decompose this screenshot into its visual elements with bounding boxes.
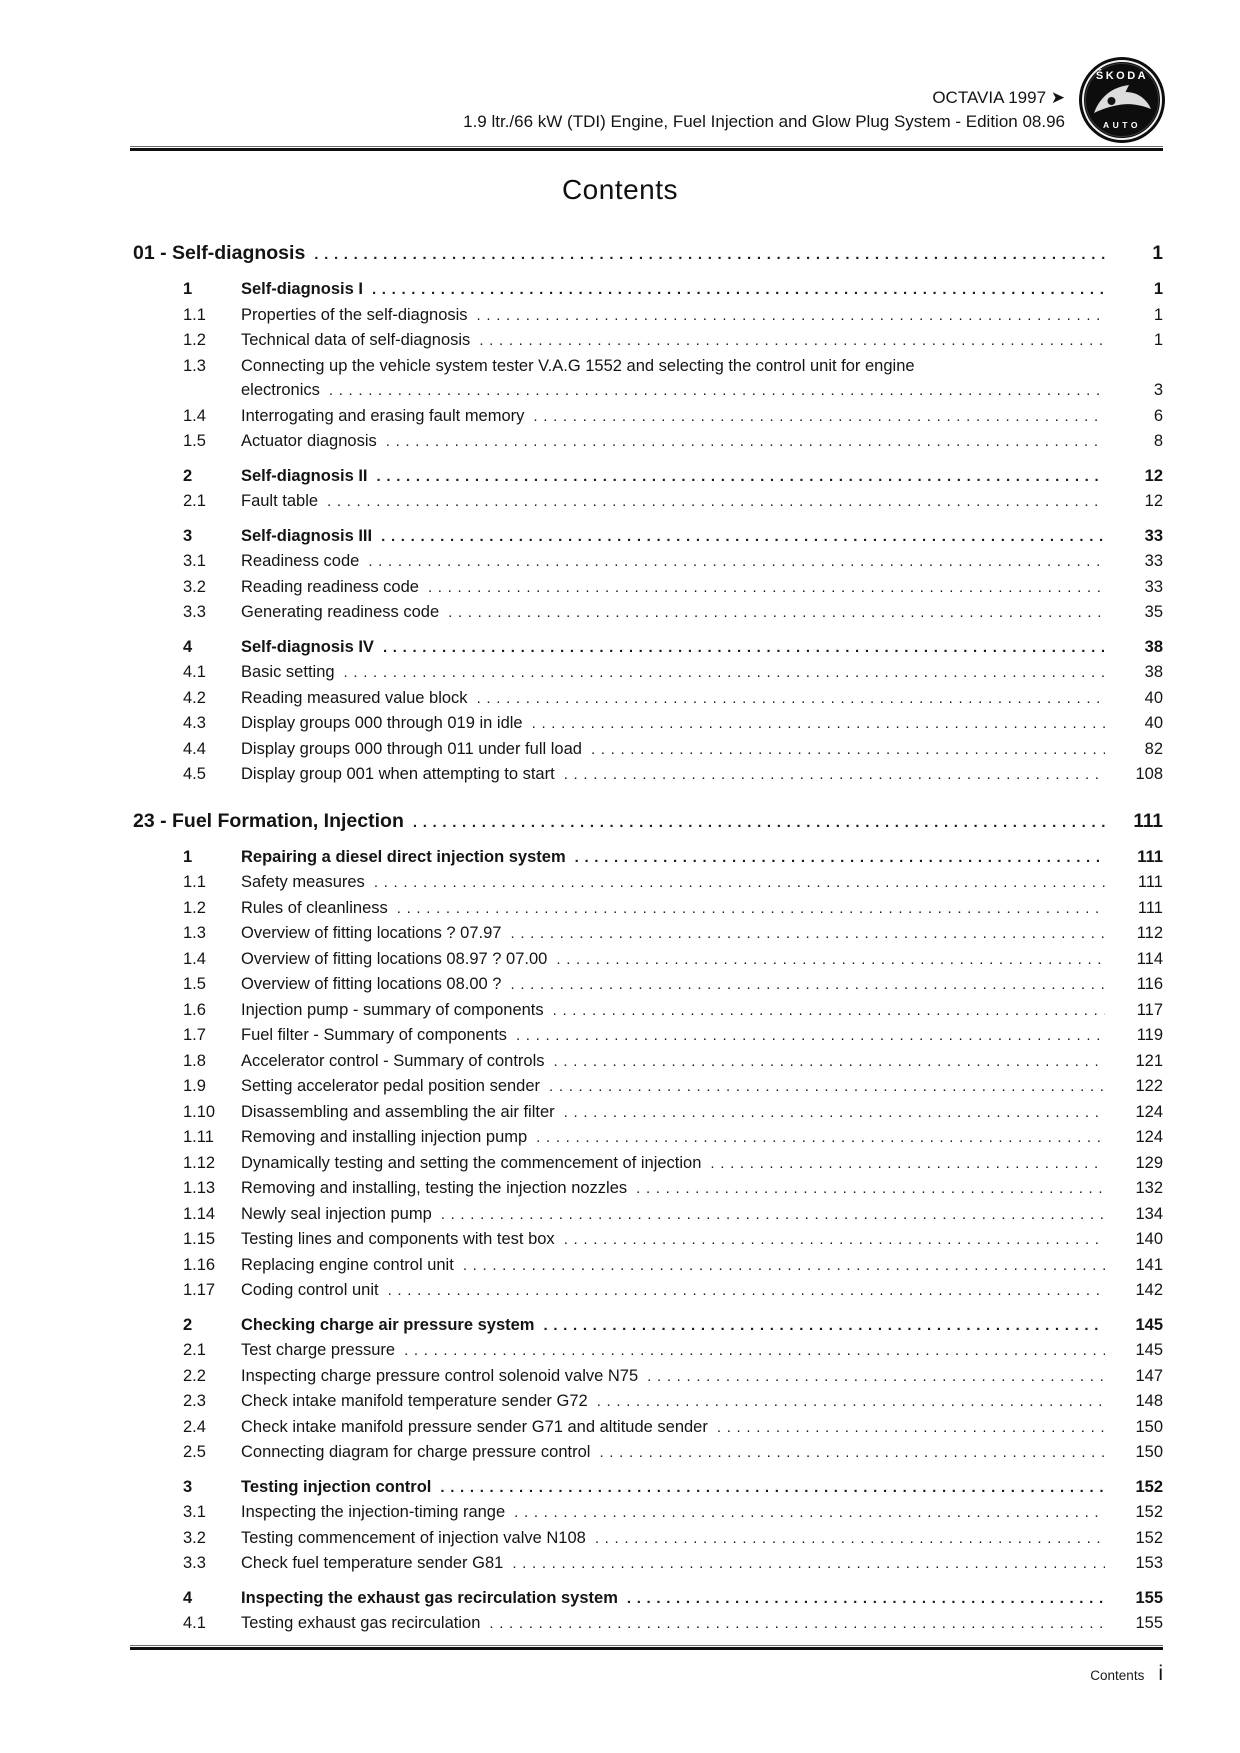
toc-entry [133, 404, 1163, 430]
header-divider [130, 146, 1163, 151]
dot-leader [489, 1612, 1105, 1637]
logo-brand-text: ŠKODA [1095, 70, 1149, 82]
toc-entry-title: Fault table [241, 492, 319, 510]
toc-entry-page: 147 [1135, 1366, 1163, 1385]
toc-entry-number: 1.8 [183, 1051, 206, 1070]
logo-auto-text: AUTO [1103, 120, 1141, 130]
toc-entry-number: 1.16 [183, 1255, 216, 1274]
toc-entry-page: 33 [1144, 526, 1163, 545]
dot-leader [448, 601, 1105, 626]
toc-entry-page: 33 [1144, 552, 1163, 570]
toc-entry-page: 122 [1135, 1077, 1163, 1095]
toc-section-page: 1 [1152, 243, 1163, 264]
toc-entry-title: Overview of fitting locations ? 07.97 [241, 924, 502, 942]
toc-entry [133, 1125, 1163, 1151]
toc-entry-number: 1.2 [183, 898, 206, 917]
toc-entry-number: 4.2 [183, 688, 206, 707]
dot-leader [647, 1365, 1105, 1390]
toc-entry-page: 155 [1135, 1588, 1163, 1607]
toc-entry-title: Generating readiness code [241, 603, 440, 621]
footer-section-label: Contents [1090, 1668, 1145, 1683]
toc-entry [133, 549, 1163, 575]
dot-leader [564, 1101, 1105, 1126]
toc-entry [133, 1100, 1163, 1126]
toc-entry-number: 1.9 [183, 1077, 206, 1095]
toc-entry [133, 686, 1163, 712]
toc-entry-number: 4.1 [183, 663, 206, 681]
toc-entry-title: Testing commencement of injection valve N108 [241, 1528, 586, 1547]
toc-entry-title: Repairing a diesel direct injection system [241, 847, 566, 866]
toc-entry-page: 1 [1153, 280, 1163, 298]
toc-entry-title: Self-diagnosis I [241, 280, 363, 298]
toc-entry-number: 2.4 [183, 1417, 206, 1436]
toc-entry [133, 328, 1163, 354]
toc-entry-title: Testing lines and components with test box [241, 1230, 555, 1248]
dot-leader [404, 1339, 1105, 1364]
toc-entry-page: 33 [1144, 577, 1163, 596]
toc-entry-page: 145 [1135, 1341, 1163, 1359]
toc-entry-title: Interrogating and erasing fault memory [241, 406, 525, 425]
toc-entry [133, 575, 1163, 601]
toc-entry-title: Basic setting [241, 663, 335, 681]
toc-entry-title: Self-diagnosis II [241, 466, 368, 485]
toc-entry [133, 524, 1163, 550]
toc-entry-page: 12 [1144, 492, 1163, 510]
toc-entry [133, 1364, 1163, 1390]
dot-leader [710, 1152, 1105, 1177]
toc-entry-number: 1.15 [183, 1230, 216, 1248]
toc-entry-number: 1.5 [183, 975, 206, 993]
page-footer [130, 1662, 1163, 1686]
toc-entry [133, 1074, 1163, 1100]
toc-entry-number: 1.14 [183, 1204, 216, 1223]
toc-entry-title: Injection pump - summary of components [241, 1000, 544, 1019]
toc-entry-number: 4 [183, 1588, 193, 1607]
toc-entry [133, 429, 1163, 455]
toc-entry-page: 142 [1135, 1281, 1163, 1299]
dot-leader [510, 973, 1105, 998]
toc-entry-title: Reading readiness code [241, 577, 419, 596]
dot-leader [368, 550, 1105, 575]
toc-entry-title: Check intake manifold temperature sender G72 [241, 1392, 588, 1410]
dot-leader [441, 1203, 1105, 1228]
toc-entry-title: Connecting diagram for charge pressure control [241, 1443, 591, 1461]
toc-entry-title: Removing and installing, testing the injection nozzles [241, 1179, 628, 1197]
toc-section-title: 23 - Fuel Formation, Injection [133, 809, 404, 832]
page-title: Contents [561, 174, 679, 205]
toc-entry [133, 870, 1163, 896]
toc-entry-page: 134 [1135, 1204, 1163, 1223]
footer-divider [130, 1645, 1163, 1650]
toc-entry [133, 1475, 1163, 1501]
dot-leader [549, 1075, 1105, 1100]
toc-entry-page: 150 [1135, 1443, 1163, 1461]
dot-leader [595, 1527, 1105, 1552]
toc-entry [133, 1227, 1163, 1253]
toc-entry-title: Reading measured value block [241, 688, 468, 707]
toc-entry-number: 1.2 [183, 331, 206, 349]
toc-entry-title: Display groups 000 through 019 in idle [241, 714, 523, 732]
toc-entry-title: Coding control unit [241, 1281, 379, 1299]
toc-entry-title: Display groups 000 through 011 under full load [241, 739, 582, 758]
toc-entry-page: 8 [1153, 432, 1163, 450]
toc-entry [133, 1440, 1163, 1466]
toc-entry-number: 3.3 [183, 603, 206, 621]
toc-entry-number: 2.3 [183, 1392, 206, 1410]
dot-leader [477, 687, 1105, 712]
toc-entry-number: 1.17 [183, 1281, 216, 1299]
toc-entry-title: Properties of the self-diagnosis [241, 305, 468, 324]
toc-entry-number: 1.10 [183, 1102, 216, 1121]
toc-entry-number: 1.6 [183, 1000, 206, 1019]
toc-entry-title: Removing and installing injection pump [241, 1128, 528, 1146]
dot-leader [329, 379, 1105, 404]
toc-entry-title: Technical data of self-diagnosis [241, 331, 471, 349]
toc-entry-number: 1.5 [183, 432, 206, 450]
toc-entry [133, 1176, 1163, 1202]
footer-page-number: i [1158, 1662, 1163, 1685]
toc-entry-number: 1.1 [183, 305, 206, 324]
toc-entry-number: 2 [183, 1315, 193, 1334]
toc-section-header [133, 808, 1163, 836]
dot-leader [344, 661, 1105, 686]
dot-leader [543, 1314, 1105, 1339]
dot-leader [536, 1126, 1105, 1151]
toc-entry-title: Disassembling and assembling the air filter [241, 1102, 555, 1121]
dot-leader [397, 897, 1105, 922]
toc-entry-page: 111 [1137, 873, 1163, 891]
toc-entry-page: 40 [1144, 688, 1163, 707]
toc-entry-title: Overview of fitting locations 08.97 ? 07.00 [241, 949, 548, 968]
toc-entry-page: 148 [1135, 1392, 1163, 1410]
toc-entry-title: Testing injection control [241, 1477, 432, 1496]
dot-leader [564, 763, 1105, 788]
toc-entry [133, 1415, 1163, 1441]
dot-leader [314, 241, 1105, 268]
toc-entry [133, 711, 1163, 737]
toc-entry-title: Test charge pressure [241, 1341, 396, 1359]
dot-leader [383, 636, 1105, 661]
toc-entry-title: Testing exhaust gas recirculation [241, 1614, 481, 1632]
toc-entry-page: 82 [1144, 739, 1163, 758]
page-header [463, 86, 1065, 134]
toc-entry [133, 1611, 1163, 1637]
toc-entry [133, 303, 1163, 329]
toc [133, 240, 1163, 1637]
skoda-logo-icon [1078, 56, 1166, 144]
toc-entry [133, 1389, 1163, 1415]
dot-leader [413, 809, 1105, 836]
toc-entry-title: Self-diagnosis III [241, 526, 373, 545]
toc-entry-number: 4 [183, 637, 193, 656]
toc-entry [133, 464, 1163, 490]
toc-entry-number: 3 [183, 1477, 193, 1496]
toc-entry-number: 4.3 [183, 714, 206, 732]
toc-entry-page: 35 [1144, 603, 1163, 621]
toc-entry-page: 12 [1144, 466, 1163, 485]
toc-entry-number: 2 [183, 466, 193, 485]
dot-leader [532, 712, 1105, 737]
toc-entry-page: 112 [1136, 924, 1163, 942]
toc-entry-title: Readiness code [241, 552, 360, 570]
toc-entry-page: 117 [1136, 1000, 1163, 1019]
toc-entry-page: 124 [1135, 1102, 1163, 1121]
toc-section-page: 111 [1133, 810, 1163, 832]
toc-entry-page: 145 [1135, 1315, 1163, 1334]
dot-leader [327, 490, 1105, 515]
toc-entry [133, 1253, 1163, 1279]
toc-entry-title: Inspecting the exhaust gas recirculation system [241, 1588, 618, 1607]
dot-leader [591, 738, 1105, 763]
toc-entry-title: Actuator diagnosis [241, 432, 377, 450]
dot-leader [372, 278, 1105, 303]
dot-leader [388, 1279, 1105, 1304]
toc-entry [133, 737, 1163, 763]
toc-entry-title: Newly seal injection pump [241, 1204, 432, 1223]
toc-entry-number: 3.3 [183, 1554, 206, 1572]
toc-entry-continuation [133, 378, 1163, 404]
toc-entry-number: 1.3 [183, 356, 206, 375]
toc-entry-title: Inspecting charge pressure control solenoid valve N75 [241, 1366, 639, 1385]
toc-entry-page: 150 [1135, 1417, 1163, 1436]
toc-entry [133, 1049, 1163, 1075]
toc-entry [133, 1202, 1163, 1228]
toc-entry-number: 1 [183, 280, 193, 298]
toc-entry-title: Inspecting the injection-timing range [241, 1503, 506, 1521]
toc-entry-title: Check fuel temperature sender G81 [241, 1554, 504, 1572]
toc-entry-title: electronics [241, 381, 320, 399]
toc-entry-page: 114 [1136, 949, 1163, 968]
toc-entry-title: Rules of cleanliness [241, 898, 388, 917]
toc-entry [133, 1023, 1163, 1049]
toc-entry-title: Overview of fitting locations 08.00 ? [241, 975, 502, 993]
toc-entry [133, 845, 1163, 871]
dot-leader [636, 1177, 1105, 1202]
toc-entry-title: Dynamically testing and setting the commencement of injection [241, 1153, 702, 1172]
dot-leader [377, 465, 1105, 490]
toc-entry [133, 635, 1163, 661]
toc-entry [133, 896, 1163, 922]
toc-entry-page: 111 [1137, 847, 1163, 866]
toc-section-title: 01 - Self-diagnosis [133, 242, 306, 264]
toc-entry-page: 152 [1135, 1477, 1163, 1496]
dot-leader [428, 576, 1105, 601]
dot-leader [514, 1501, 1105, 1526]
toc-entry-page: 121 [1135, 1051, 1163, 1070]
dot-leader [564, 1228, 1105, 1253]
toc-entry-number: 3.2 [183, 1528, 206, 1547]
toc-entry-number: 4.4 [183, 739, 206, 758]
toc-entry-page: 129 [1135, 1153, 1163, 1172]
toc-entry-number: 1.1 [183, 873, 206, 891]
toc-entry-page: 116 [1136, 975, 1163, 993]
toc-entry-number: 1.12 [183, 1153, 216, 1172]
toc-entry-page: 140 [1135, 1230, 1163, 1248]
toc-entry [133, 660, 1163, 686]
toc-entry [133, 1551, 1163, 1577]
dot-leader [510, 922, 1105, 947]
toc-entry [133, 1586, 1163, 1612]
dot-leader [597, 1390, 1105, 1415]
toc-entry-title: Replacing engine control unit [241, 1255, 454, 1274]
toc-entry-title: Check intake manifold pressure sender G71 and altitude sender [241, 1417, 708, 1436]
toc-entry [133, 762, 1163, 788]
dot-leader [479, 329, 1105, 354]
toc-entry-page: 111 [1137, 898, 1163, 917]
dot-leader [627, 1587, 1105, 1612]
toc-section [133, 808, 1163, 1637]
toc-entry-page: 6 [1153, 406, 1163, 425]
toc-entry-page: 141 [1135, 1255, 1163, 1274]
toc-entry-page: 1 [1153, 305, 1163, 324]
dot-leader [374, 871, 1105, 896]
toc-entry [133, 354, 1163, 379]
toc-entry-title: Fuel filter - Summary of components [241, 1026, 507, 1044]
toc-entry-number: 3.1 [183, 552, 206, 570]
dot-leader [516, 1024, 1105, 1049]
toc-entry-page: 152 [1135, 1528, 1163, 1547]
toc-entry-number: 1.7 [183, 1026, 206, 1044]
toc-entry-page: 38 [1144, 663, 1163, 681]
toc-entry-number: 2.2 [183, 1366, 206, 1385]
engine-edition-line: 1.9 ltr./66 kW (TDI) Engine, Fuel Injection and Glow Plug System - Edition 08.96 [463, 112, 1065, 131]
toc-entry-page: 132 [1135, 1179, 1163, 1197]
toc-entry-page: 155 [1135, 1614, 1163, 1632]
toc-entry-title: Display group 001 when attempting to start [241, 765, 555, 783]
toc-entry-number: 2.5 [183, 1443, 206, 1461]
toc-entry-number: 4.5 [183, 765, 206, 783]
toc-entry [133, 1278, 1163, 1304]
toc-entry-title: Safety measures [241, 873, 365, 891]
toc-entry-number: 3.2 [183, 577, 206, 596]
toc-entry [133, 1338, 1163, 1364]
toc-entry-page: 38 [1144, 637, 1163, 656]
toc-entry-page: 3 [1153, 381, 1163, 399]
toc-section-header [133, 240, 1163, 268]
toc-entry-page: 1 [1153, 331, 1163, 349]
dot-leader [381, 525, 1105, 550]
dot-leader [553, 999, 1105, 1024]
toc-entry-number: 3 [183, 526, 193, 545]
model-year-line: OCTAVIA 1997 ➤ [932, 88, 1065, 107]
toc-entry [133, 998, 1163, 1024]
toc-entry-title: Checking charge air pressure system [241, 1315, 535, 1334]
dot-leader [440, 1476, 1105, 1501]
toc-entry [133, 947, 1163, 973]
toc-entry [133, 972, 1163, 998]
toc-entry [133, 1500, 1163, 1526]
toc-entry-number: 2.1 [183, 492, 206, 510]
toc-entry [133, 921, 1163, 947]
toc-entry-page: 119 [1136, 1026, 1163, 1044]
toc-entry [133, 600, 1163, 626]
toc-entry-number: 1.11 [183, 1128, 214, 1146]
dot-leader [533, 405, 1105, 430]
toc-entry-page: 108 [1135, 765, 1163, 783]
toc-entry [133, 1151, 1163, 1177]
dot-leader [554, 1050, 1105, 1075]
toc-entry-title: Connecting up the vehicle system tester V.A.G 1552 and selecting the control unit for engine [241, 356, 915, 375]
toc-entry [133, 1526, 1163, 1552]
dot-leader [556, 948, 1105, 973]
toc-entry-number: 4.1 [183, 1614, 206, 1632]
toc-entry-page: 153 [1135, 1554, 1163, 1572]
toc-section [133, 240, 1163, 788]
toc-entry-number: 3.1 [183, 1503, 206, 1521]
toc-entry-page: 152 [1135, 1503, 1163, 1521]
toc-entry-page: 40 [1144, 714, 1163, 732]
dot-leader [512, 1552, 1105, 1577]
dot-leader [463, 1254, 1105, 1279]
dot-leader [386, 430, 1105, 455]
toc-entry-page: 124 [1135, 1128, 1163, 1146]
toc-entry-number: 1.4 [183, 406, 206, 425]
toc-entry-title: Self-diagnosis IV [241, 637, 374, 656]
toc-entry [133, 1313, 1163, 1339]
toc-entry-number: 1.3 [183, 924, 206, 942]
toc-entry [133, 489, 1163, 515]
dot-leader [477, 304, 1105, 329]
toc-entry-number: 1 [183, 847, 193, 866]
toc-entry-number: 2.1 [183, 1341, 206, 1359]
dot-leader [575, 846, 1105, 871]
toc-entry [133, 277, 1163, 303]
dot-leader [599, 1441, 1105, 1466]
toc-entry-number: 1.4 [183, 949, 206, 968]
toc-entry-title: Accelerator control - Summary of controls [241, 1051, 545, 1070]
toc-entry-title: Setting accelerator pedal position sender [241, 1077, 541, 1095]
toc-entry-number: 1.13 [183, 1179, 216, 1197]
dot-leader [717, 1416, 1105, 1441]
